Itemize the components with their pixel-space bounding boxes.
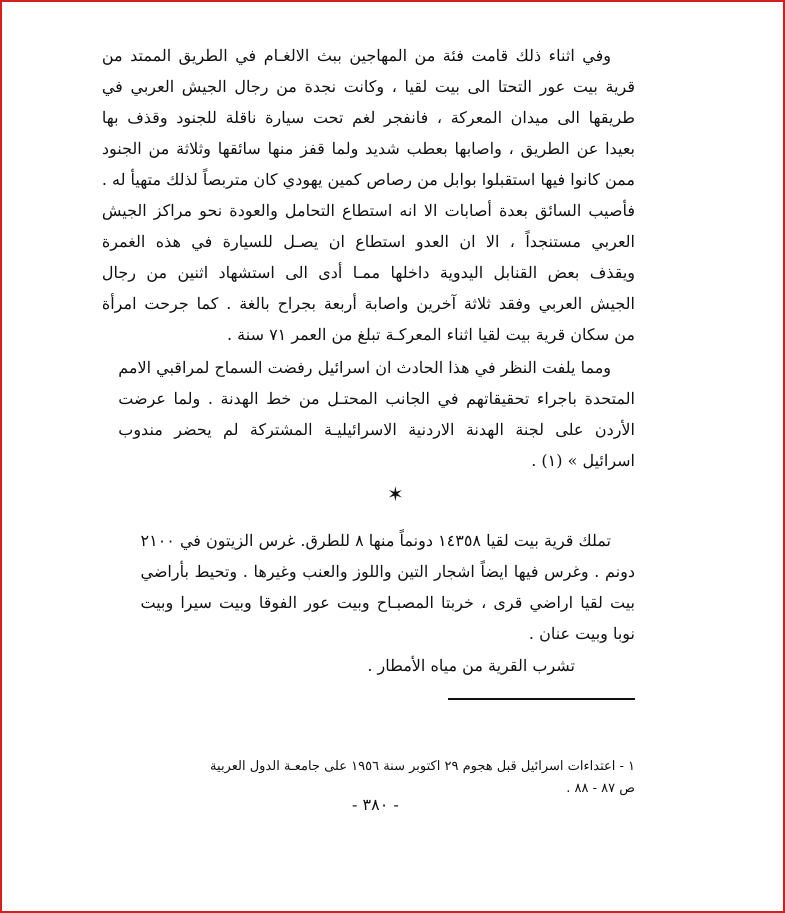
text-line: العربي مستنجداً ، الا ان العدو استطاع ان يصـل للسيارة في هذه الغمرة	[101, 232, 635, 251]
section-separator: ✶	[387, 482, 404, 506]
text-line: ومما يلفت النظر في هذا الحادث ان اسرائيل رفضت السماح لمراقبي الامم	[118, 358, 611, 377]
text-line: دونم . وغرس فيها ايضاً اشجار التين واللوز والعنب وغيرها . وتحيط بأراضي	[140, 562, 635, 581]
text-line: فأصيب السائق بعدة أصابات الا انه استطاع التحامل والعودة نحو مراكز الجيش	[101, 201, 635, 220]
text-line: بعيدا عن الطريق ، واصابها بعطب شديد ولما قفز منها سائقها وثلاثة من الجنود	[101, 139, 635, 158]
text-line: الجيش العربي وفقد ثلاثة آخرين واصابة أربعة بجراح بالغة . كما جرحت امرأة	[101, 294, 635, 313]
text-line: قرية بيت عور التحتا الى بيت لقيا ، وكانت نجدة من رجال الجيش العربي في	[101, 77, 636, 96]
text-line: طريقها الى ميدان المعركة ، فانفجر لغم تحت سيارة ناقلة للجنود وقذف بها	[101, 108, 635, 127]
paragraph-2	[118, 352, 635, 476]
paragraph-3	[141, 525, 636, 649]
paragraph-4	[367, 650, 635, 681]
text-line: وفي اثناء ذلك قامت فئة من المهاجين ببث الالغـام في الطريق الممتد من	[101, 46, 611, 65]
footnote	[210, 756, 635, 800]
paragraph-1	[102, 40, 635, 350]
footnote-divider	[448, 698, 635, 700]
footnote-line: ١ - اعتداءات اسرائيل قبل هجوم ٢٩ اكتوبر سنة ١٩٥٦ على جامعـة الدول العربية	[210, 759, 635, 774]
text-line: تشرب القرية من مياه الأمطار .	[367, 656, 575, 675]
text-line: بيت لقيا اراضي قرى ، خربتا المصبـاح وبيت عور الفوقا وبيت سيرا وبيت	[140, 593, 635, 612]
text-line: المتحدة باجراء تحقيقاتهم في الجانب المحتـل من خط الهدنة . ولما عرضت	[118, 389, 635, 408]
text-line: تملك قرية بيت لقيا ١٤٣٥٨ دونماً منها ٨ للطرق. غرس الزيتون في ٢١٠٠	[140, 531, 611, 550]
text-line: نوبا وبيت عنان .	[528, 624, 635, 643]
text-line: اسرائيل » (١) .	[531, 451, 635, 470]
text-line: ممن كانوا فيها استقبلوا بوابل من رصاص كمين يهودي كان متربصاً لذلك متهيأ له .	[101, 170, 635, 189]
page-number: - ٣٨٠ -	[352, 795, 399, 814]
footnote-line: ص ٨٧ - ٨٨ .	[566, 781, 635, 796]
text-line: من سكان قرية بيت لقيا اثناء المعركـة تبلغ من العمر ٧١ سنة .	[227, 325, 635, 344]
text-line: الأردن على لجنة الهدنة الاردنية الاسرائيليـة المشتركة لم يحضر مندوب	[118, 420, 635, 439]
text-line: ويقذف بعض القنابل اليدوية داخلها ممـا أدى الى استشهاد اثنين من رجال	[101, 263, 635, 282]
